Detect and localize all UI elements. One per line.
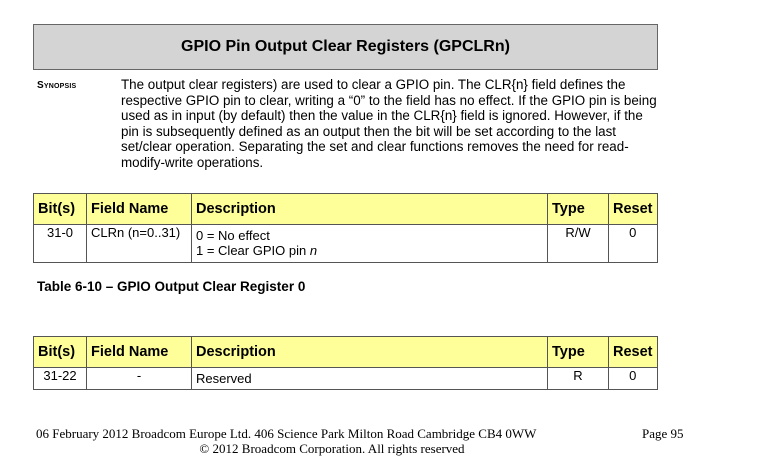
header-description: Description <box>192 194 548 225</box>
header-bits: Bit(s) <box>34 337 87 368</box>
table-row <box>34 225 658 263</box>
footer-line-1 <box>36 426 696 441</box>
section-title-text: GPIO Pin Output Clear Registers (GPCLRn) <box>181 38 510 55</box>
synopsis-text: The output clear registers) are used to clear a GPIO pin. The CLR{n} field defines the respective GPIO pin to clear, writing a “0” to the field has no effect. If the GPIO pin is being used as in input (by default) then the value in the CLR{n} field is ignored. However, if the pin is subsequently defined as an output then the bit will be set according to the last set/clear operation. Separating the set and clear functions removes the need for read-modify-write operations. <box>121 77 657 170</box>
cell-bits: 31-0 <box>34 225 87 263</box>
footer-page-number: Page 95 <box>642 426 684 441</box>
header-field-name: Field Name <box>87 337 192 368</box>
footer-address: 06 February 2012 Broadcom Europe Ltd. 406 Science Park Milton Road Cambridge CB4 0WW <box>36 426 537 441</box>
synopsis-label-text: Synopsis <box>37 80 77 91</box>
footer-copyright: © 2012 Broadcom Corporation. All rights reserved <box>199 441 465 456</box>
synopsis-label <box>37 80 76 91</box>
header-type: Type <box>548 194 609 225</box>
page-footer <box>36 426 696 456</box>
desc-line-2-italic: n <box>309 243 318 258</box>
header-description: Description <box>192 337 548 368</box>
header-type: Type <box>548 337 609 368</box>
table-header-row <box>34 337 658 368</box>
cell-type: R/W <box>548 225 609 263</box>
header-reset: Reset <box>609 337 658 368</box>
section-title <box>33 24 658 70</box>
cell-description <box>192 225 548 263</box>
header-reset: Reset <box>609 194 658 225</box>
cell-reset: 0 <box>609 225 658 263</box>
cell-type: R <box>548 368 609 390</box>
cell-field-name: - <box>87 368 192 390</box>
desc-line-2-prefix: 1 = Clear GPIO pin <box>196 243 310 258</box>
register-table-1 <box>33 193 658 263</box>
cell-reset: 0 <box>609 368 658 390</box>
cell-field-name: CLRn (n=0..31) <box>87 225 192 263</box>
desc-line-2 <box>196 243 543 258</box>
header-bits: Bit(s) <box>34 194 87 225</box>
table-row <box>34 368 658 390</box>
header-field-name: Field Name <box>87 194 192 225</box>
table-caption: Table 6-10 – GPIO Output Clear Register 0 <box>37 279 306 294</box>
desc-line-1: 0 = No effect <box>196 228 270 243</box>
cell-description: Reserved <box>192 368 548 390</box>
cell-bits: 31-22 <box>34 368 87 390</box>
table-header-row <box>34 194 658 225</box>
register-table-2 <box>33 336 658 390</box>
